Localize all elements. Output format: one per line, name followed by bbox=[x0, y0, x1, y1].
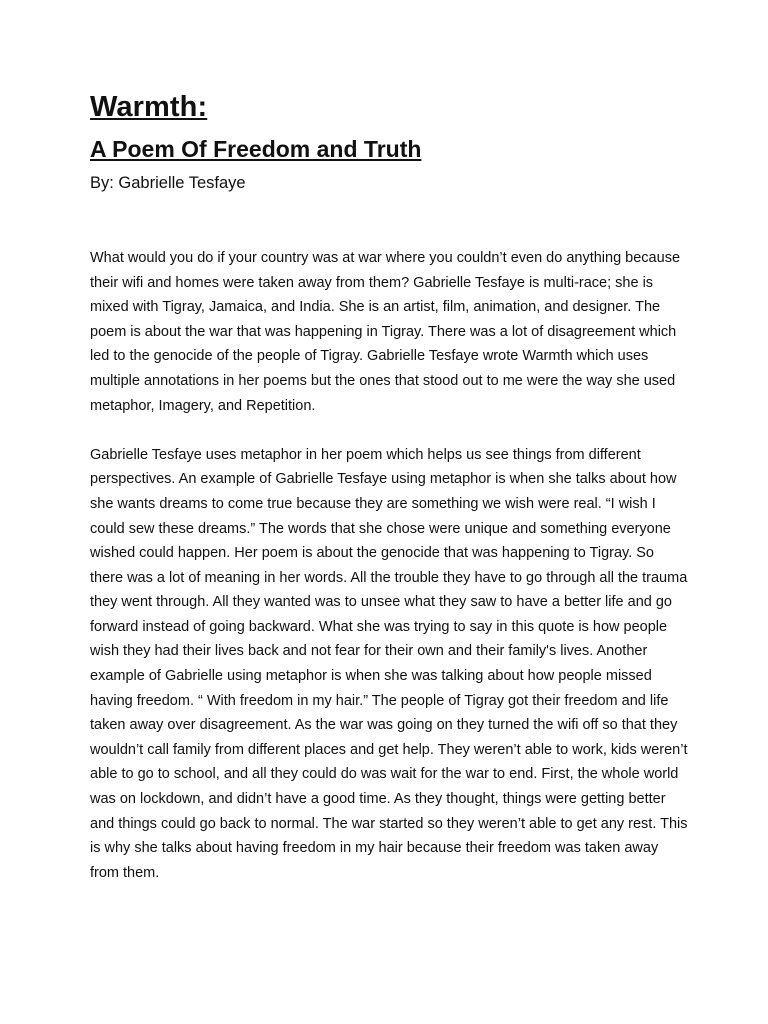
document-subtitle: A Poem Of Freedom and Truth bbox=[90, 135, 422, 162]
paragraph-metaphor: Gabrielle Tesfaye uses metaphor in her poem which helps us see things from different perspectives. An example of Gabrielle Tesfaye using metaphor is when she talks about how she wants dreams to come true because they are something we wish were real. “I wish I could sew these dreams.” The words that she chose were unique and something everyone wished could happen. Her poem is about the genocide that was happening to Tigray. So there was a lot of meaning in her words. All the trouble they have to go through all the trauma they went through. All they wanted was to unsee what they saw to have a better life and go forward instead of going backward. What she was trying to say in this quote is how people wish they had their lives back and not fear for their own and their family's lives. Another example of Gabrielle using metaphor is when she was talking about how people missed having freedom. “ With freedom in my hair.” The people of Tigray got their freedom and life taken away over disagreement. As the war was going on they turned the wifi off so that they wouldn’t call family from different places and get help. They weren’t able to work, kids weren’t able to go to school, and all they could do was wait for the war to end. First, the whole world was on lockdown, and didn’t have a good time. As they thought, things were getting better and things could go back to normal. The war started so they weren’t able to get any rest. This is why she talks about having freedom in my hair because their freedom was taken away from them. bbox=[90, 446, 688, 881]
essay-body bbox=[90, 246, 690, 885]
author-byline: By: Gabrielle Tesfaye bbox=[90, 173, 246, 192]
document-title: Warmth: bbox=[90, 91, 208, 123]
document-content bbox=[90, 90, 690, 885]
paragraph-introduction: What would you do if your country was at war where you couldn’t even do anything because their wifi and homes were taken away from them? Gabrielle Tesfaye is multi-race; she is mixed with Tigray, Jamaica, and India. She is an artist, film, animation, and designer. The poem is about the war that was happening in Tigray. There was a lot of disagreement which led to the genocide of the people of Tigray. Gabrielle Tesfaye wrote Warmth which uses multiple annotations in her poems but the ones that stood out to me were the way she used metaphor, Imagery, and Repetition. bbox=[90, 249, 681, 414]
